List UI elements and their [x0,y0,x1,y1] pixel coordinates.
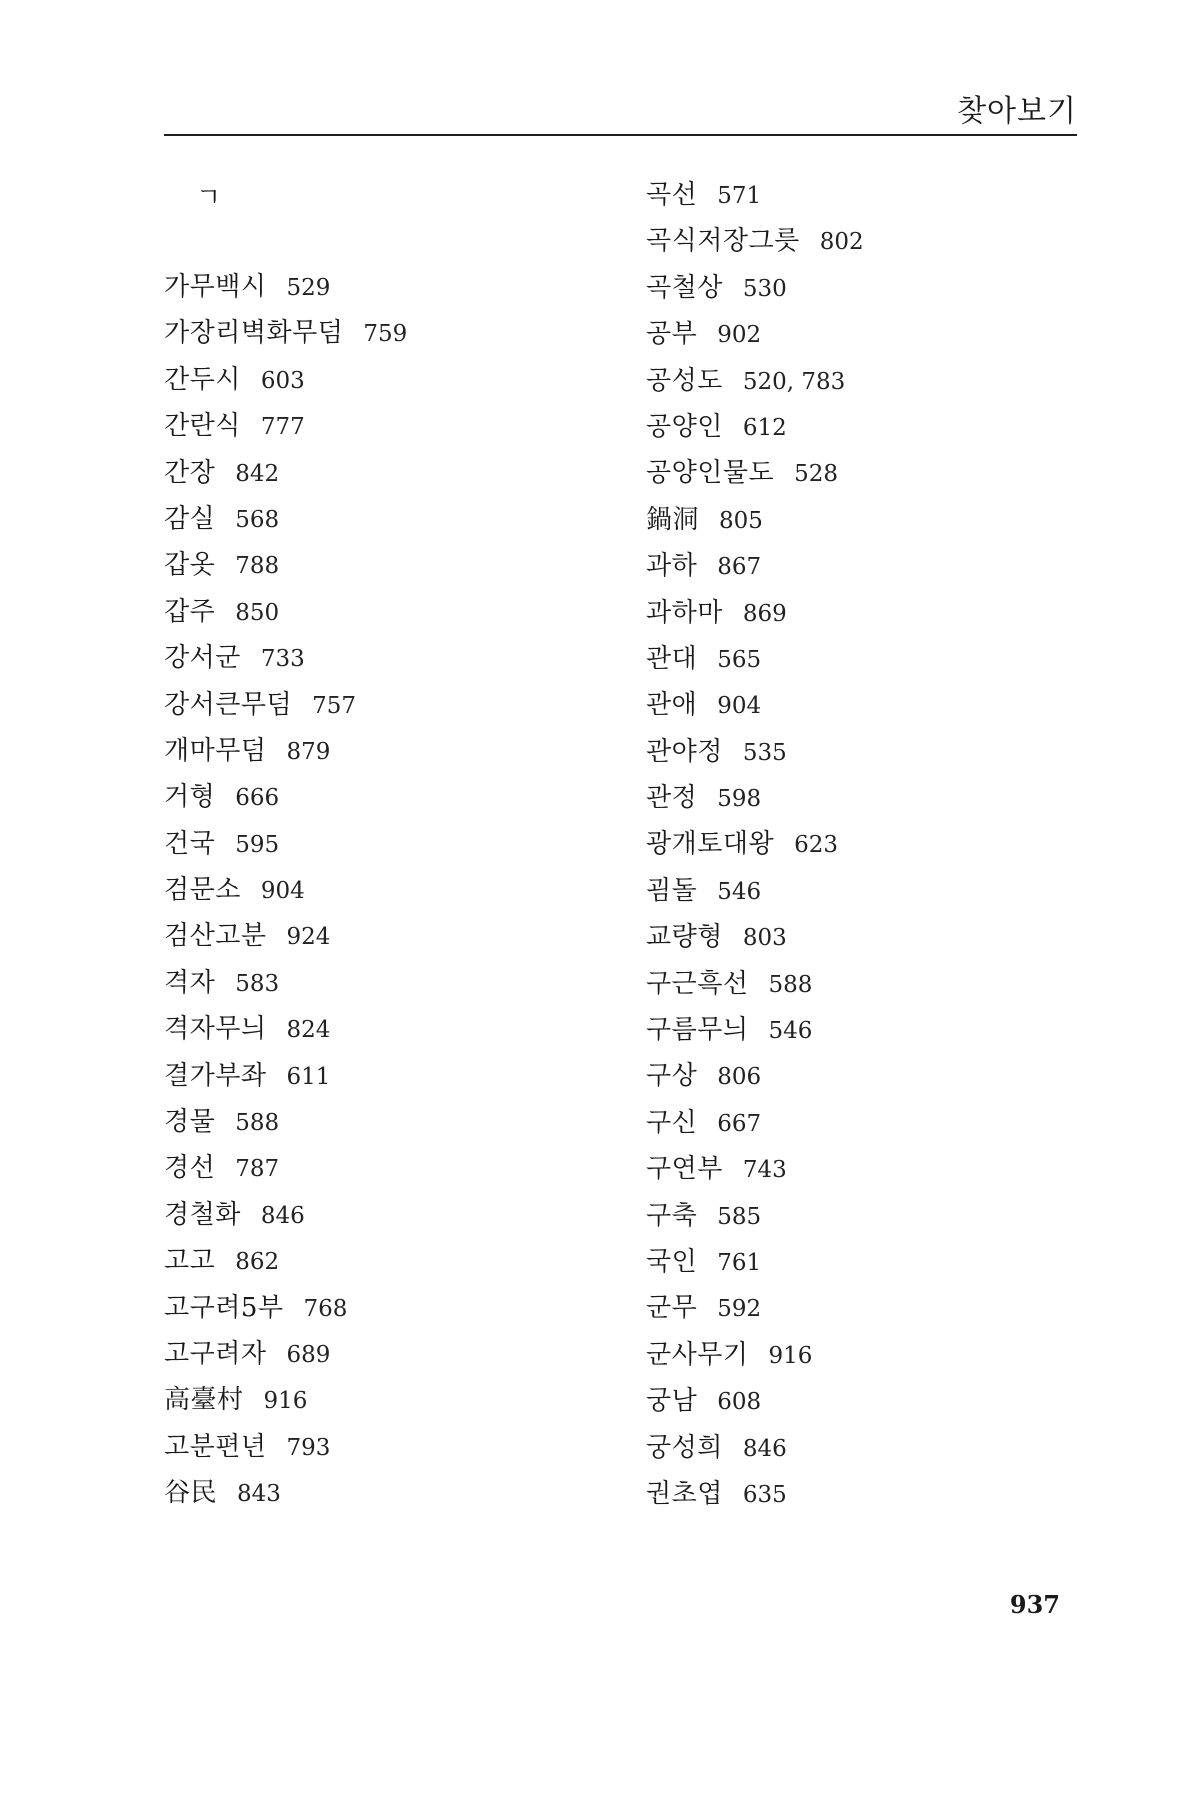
header-rule [164,134,1077,136]
index-term: 권초엽 [646,1478,723,1509]
index-page-ref: 611 [286,1063,331,1090]
index-term: 공양인 [646,411,723,442]
index-page-ref: 612 [742,414,787,441]
index-term: 곡선 [646,180,698,210]
index-page-ref: 916 [768,1342,813,1369]
index-page-ref: 842 [235,460,280,487]
index-term: 궁성희 [646,1432,723,1463]
index-page-ref: 635 [742,1481,787,1508]
index-entry [164,450,407,496]
index-entry [646,1239,864,1285]
index-term: 경선 [164,1153,216,1184]
index-page-ref: 520, 783 [742,368,846,395]
index-entry [646,1100,864,1146]
index-page-ref: 666 [235,785,280,812]
index-entry [164,960,407,1006]
page-number: 937 [1009,1590,1060,1619]
index-page-ref: 529 [286,275,331,301]
index-term: 간장 [164,457,216,488]
index-term: 교량형 [646,922,723,953]
index-term: 결가부좌 [164,1060,267,1091]
index-term: 갑주 [164,596,216,627]
index-entry [164,357,407,403]
index-page-ref: 777 [260,414,305,441]
index-term: 경물 [164,1107,216,1138]
index-entry [164,1238,407,1284]
index-term: 강서큰무덤 [164,689,293,720]
index-entry [646,868,864,914]
index-entry-list [646,172,864,1517]
index-entry [646,775,864,821]
index-page-ref: 733 [260,646,305,673]
index-page-ref: 546 [768,1018,813,1045]
index-entry-list [164,264,407,1517]
index-page-ref: 843 [237,1481,281,1508]
index-entry [164,913,407,959]
index-term: 궁남 [646,1386,698,1417]
index-page-ref: 803 [742,925,787,952]
index-term: 국인 [646,1246,698,1277]
index-entry [164,867,407,913]
index-term: 구근흑선 [646,968,749,999]
index-entry [646,172,864,218]
index-term: 공양인물도 [646,458,775,489]
index-entry [646,218,864,264]
index-page-ref: 916 [263,1388,308,1415]
index-entry [646,404,864,450]
index-entry [646,358,864,404]
index-term: 고구려5부 [164,1292,284,1323]
index-entry [164,542,407,588]
index-page-ref: 793 [286,1434,331,1461]
index-page-ref: 588 [768,971,813,998]
index-page-ref: 535 [742,739,787,766]
index-entry [164,1145,407,1191]
index-page-ref: 743 [742,1157,787,1184]
index-entry [646,682,864,728]
index-entry [164,496,407,542]
index-entry [164,774,407,820]
index-page-ref: 846 [260,1202,305,1229]
index-term: 군무 [646,1293,698,1324]
index-term: 간란식 [164,411,241,442]
index-page-ref: 603 [260,367,305,394]
index-page-ref: 862 [235,1249,280,1276]
index-term: 관정 [646,783,698,814]
index-term: 격자무늬 [164,1014,267,1045]
index-page-ref: 667 [717,1110,762,1137]
index-entry [646,543,864,589]
index-term: 구상 [646,1061,698,1092]
index-entry [646,914,864,960]
index-page-ref: 623 [794,832,838,859]
index-page-ref: 608 [717,1389,762,1416]
index-page-ref: 824 [286,1017,331,1044]
index-page-ref: 846 [742,1435,787,1462]
index-term: 구신 [646,1107,698,1138]
index-term: 가장리벽화무덤 [164,318,344,349]
index-term: 경철화 [164,1199,241,1230]
index-term: 군사무기 [646,1339,749,1370]
index-term: 격자 [164,967,216,998]
index-term: 건국 [164,828,216,859]
index-page-ref: 530 [742,275,787,302]
index-entry [646,1007,864,1053]
running-head: 찾아보기 [957,94,1077,129]
index-entry [164,1099,407,1145]
index-page-ref: 806 [717,1064,762,1091]
index-entry [646,729,864,775]
index-entry [164,1053,407,1099]
index-page-ref: 802 [819,229,864,256]
index-term: 高臺村 [164,1385,244,1416]
index-term: 관대 [646,643,698,674]
index-entry [646,1193,864,1239]
index-page-ref: 583 [235,970,280,997]
index-page-ref: 592 [717,1296,762,1323]
index-page-ref: 565 [717,646,762,673]
index-entry [646,1378,864,1424]
section-letter: ㄱ [196,183,222,213]
index-term: 광개토대왕 [646,829,775,860]
index-entry [646,497,864,543]
index-page-ref: 869 [742,600,787,627]
index-term: 구름무늬 [646,1015,749,1046]
index-page-ref: 568 [235,506,280,533]
index-term: 검산고분 [164,921,267,952]
index-term: 谷民 [164,1478,218,1509]
index-term: 고고 [164,1246,216,1277]
index-term: 거형 [164,782,216,813]
index-entry [164,1424,407,1470]
index-page-ref: 759 [363,321,408,348]
index-term: 강서군 [164,643,241,674]
index-page-ref: 528 [794,461,838,488]
index-entry [646,590,864,636]
index-page-ref: 867 [717,554,762,581]
index-entry [646,1146,864,1192]
index-term: 구축 [646,1200,698,1231]
index-entry [646,1053,864,1099]
index-entry [164,635,407,681]
index-entry [646,311,864,357]
index-entry [164,403,407,449]
index-entry [164,821,407,867]
index-entry [164,589,407,635]
index-term: 검문소 [164,875,241,906]
index-page-ref: 924 [286,924,331,951]
index-term: 구연부 [646,1154,723,1185]
index-page-ref: 598 [717,786,762,813]
index-entry [646,265,864,311]
index-page-ref: 904 [717,693,762,720]
index-entry [164,1285,407,1331]
index-page-ref: 689 [286,1341,331,1368]
index-term: 과하 [646,551,698,582]
index-page-ref: 787 [235,1156,280,1183]
index-entry [164,310,407,356]
index-entry [646,1285,864,1331]
index-term: 간두시 [164,364,241,395]
index-entry [164,264,407,310]
index-page-ref: 902 [717,322,762,349]
index-entry [646,636,864,682]
index-term: 가무백시 [164,272,267,302]
index-term: 개마무덤 [164,735,267,766]
index-term: 관야정 [646,736,723,767]
index-page-ref: 768 [303,1295,348,1322]
index-entry [646,961,864,1007]
index-entry [646,450,864,496]
index-entry [164,728,407,774]
index-entry [164,1006,407,1052]
index-term: 공부 [646,319,698,350]
index-term: 고구려자 [164,1338,267,1369]
index-entry [164,1377,407,1423]
index-term: 과하마 [646,597,723,628]
index-page-ref: 585 [717,1203,762,1230]
index-entry [164,682,407,728]
index-entry [164,1192,407,1238]
index-page-ref: 761 [717,1249,762,1276]
index-page-ref: 904 [260,878,305,905]
index-entry [164,1331,407,1377]
index-term: 감실 [164,503,216,534]
index-term: 공성도 [646,365,723,396]
index-page-ref: 595 [235,831,280,858]
index-entry [646,1471,864,1517]
index-page-ref: 757 [312,692,356,719]
index-term: 관애 [646,690,698,721]
index-page-ref: 850 [235,599,280,626]
index-term: 고분편년 [164,1431,267,1462]
index-entry [646,821,864,867]
index-entry [646,1425,864,1471]
index-term: 갑옷 [164,550,216,581]
index-term: 곡식저장그릇 [646,226,800,257]
index-entry [646,1332,864,1378]
index-term: 곡철상 [646,272,723,303]
index-page-ref: 588 [235,1110,280,1137]
index-page-ref: 571 [717,183,762,209]
index-term: 鍋洞 [646,504,700,535]
index-term: 굄돌 [646,875,698,906]
index-entry [164,1470,407,1516]
index-page-ref: 879 [286,738,331,765]
index-page-ref: 788 [235,553,280,580]
index-page-ref: 546 [717,878,762,905]
index-page-ref: 805 [719,507,763,534]
